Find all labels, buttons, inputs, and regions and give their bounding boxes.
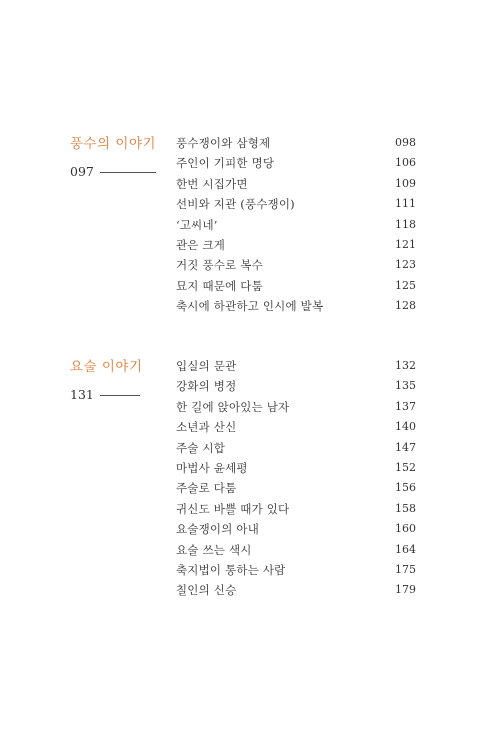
toc-entry-title: 한번 시집가면 [176,176,248,191]
toc-entry[interactable] [176,478,416,498]
section-title: 풍수의 이야기 [70,136,157,152]
toc-entry[interactable] [176,255,416,275]
toc-entry-page: 160 [395,522,416,536]
toc-entry-title: 주인이 기피한 명당 [176,156,275,171]
toc-entry[interactable] [176,296,416,316]
toc-entry-page: 175 [395,562,416,576]
toc-entry[interactable] [176,560,416,580]
toc-entry[interactable] [176,499,416,519]
toc-entry-title: 입실의 문관 [176,359,237,373]
toc-entry[interactable] [176,540,416,560]
section-header [70,358,156,403]
toc-entry-title: 풍수쟁이와 삼형제 [176,136,271,150]
toc-entry-page: 179 [395,583,416,597]
toc-entry-title: 귀신도 바쁠 때가 있다 [176,501,290,516]
toc-entry[interactable] [176,153,416,173]
toc-entry-title: 요술쟁이의 아내 [176,522,260,537]
toc-entry-title: 주술로 다툼 [176,481,237,496]
toc-entry[interactable] [176,417,416,437]
toc-entry-title: 요술 쓰는 색시 [176,542,252,557]
section-page-number: 131 [70,387,94,402]
toc-entry[interactable] [176,276,416,296]
section-title: 요술 이야기 [70,359,143,375]
toc-entry-title: 묘지 때문에 다툼 [176,278,263,293]
toc-entry-page: 156 [395,481,416,495]
toc-entry-page: 137 [395,399,416,413]
toc-entry-page: 158 [395,501,416,515]
toc-entry[interactable] [176,397,416,417]
toc-entry-title: 한 길에 앉아있는 남자 [176,399,290,414]
toc-entry-page: 118 [395,217,416,231]
toc-entry-title: 축시에 하관하고 인시에 발복 [176,299,324,314]
toc-entry-title: 강화의 병정 [176,379,237,394]
toc-entry-page: 140 [395,420,416,434]
toc-entry[interactable] [176,580,416,600]
toc-entry-page: 106 [395,156,416,170]
toc-entry-title: 축지법이 통하는 사람 [176,562,286,577]
toc-entry-title: 칠인의 신승 [176,583,237,598]
toc-entry[interactable] [176,235,416,255]
toc-entry[interactable] [176,376,416,396]
toc-entry-title: ‘고씨네’ [176,217,218,232]
toc-entry-page: 164 [395,542,416,556]
toc-entry-page: 147 [395,440,416,454]
toc-entry[interactable] [176,194,416,214]
section-page-line [70,164,156,180]
toc-entry-title: 마법사 윤세평 [176,460,248,475]
toc-entry[interactable] [176,519,416,539]
toc-entry[interactable] [176,174,416,194]
toc-entry[interactable] [176,356,416,376]
toc-entry-page: 128 [395,299,416,313]
toc-entry[interactable] [176,133,416,153]
toc-entry-list [176,356,416,601]
section-rule [100,395,140,396]
toc-entry[interactable] [176,215,416,235]
section-header [70,135,156,180]
toc-entry-page: 111 [395,197,416,211]
toc-entry-page: 132 [395,359,416,372]
toc-entry-page: 121 [395,237,416,251]
section-rule [100,172,156,173]
section-page-number: 097 [70,164,94,179]
toc-entry-page: 123 [395,258,416,272]
toc-entry-title: 선비와 지관 (풍수쟁이) [176,197,295,212]
toc-entry-title: 소년과 산신 [176,420,237,435]
toc-entry[interactable] [176,438,416,458]
toc-entry-title: 주술 시합 [176,440,226,455]
toc-entry-page: 135 [395,379,416,393]
section-page-line [70,387,156,403]
toc-entry-page: 109 [395,176,416,190]
toc-entry-title: 거짓 풍수로 복수 [176,258,263,273]
toc-entry-page: 125 [395,278,416,292]
toc-entry-page: 098 [395,136,416,149]
toc-entry[interactable] [176,458,416,478]
toc-entry-title: 관은 크게 [176,237,226,252]
toc-entry-page: 152 [395,460,416,474]
toc-entry-list [176,133,416,317]
